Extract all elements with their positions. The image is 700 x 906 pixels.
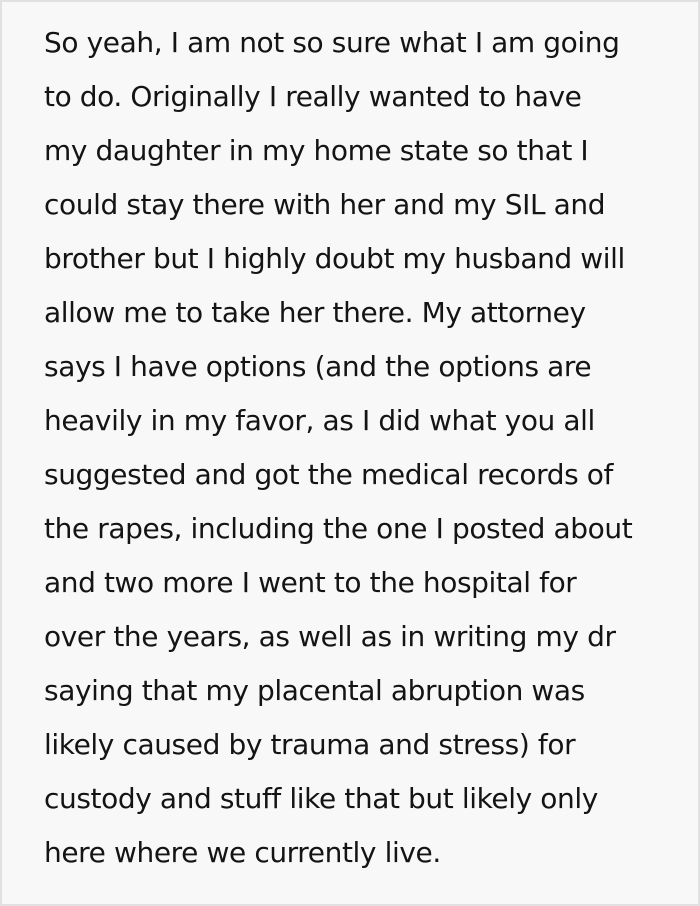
text-line: brother but I highly doubt my husband will xyxy=(44,242,625,275)
text-line: my daughter in my home state so that I xyxy=(44,134,589,167)
text-line: suggested and got the medical records of xyxy=(44,458,613,491)
text-line: allow me to take her there. My attorney xyxy=(44,296,586,329)
text-line: here where we currently live. xyxy=(44,836,441,869)
text-line: could stay there with her and my SIL and xyxy=(44,188,606,221)
text-line: likely caused by trauma and stress) for xyxy=(44,728,576,761)
text-line: says I have options (and the options are xyxy=(44,350,592,383)
text-line: over the years, as well as in writing my dr xyxy=(44,620,616,653)
post-text xyxy=(2,2,698,880)
text-line: and two more I went to the hospital for xyxy=(44,566,577,599)
text-line: custody and stuff like that but likely only xyxy=(44,782,598,815)
text-line: saying that my placental abruption was xyxy=(44,674,585,707)
text-line: the rapes, including the one I posted about xyxy=(44,512,633,545)
text-line: heavily in my favor, as I did what you all xyxy=(44,404,595,437)
text-line: to do. Originally I really wanted to have xyxy=(44,80,582,113)
text-line: So yeah, I am not so sure what I am going xyxy=(44,26,620,59)
